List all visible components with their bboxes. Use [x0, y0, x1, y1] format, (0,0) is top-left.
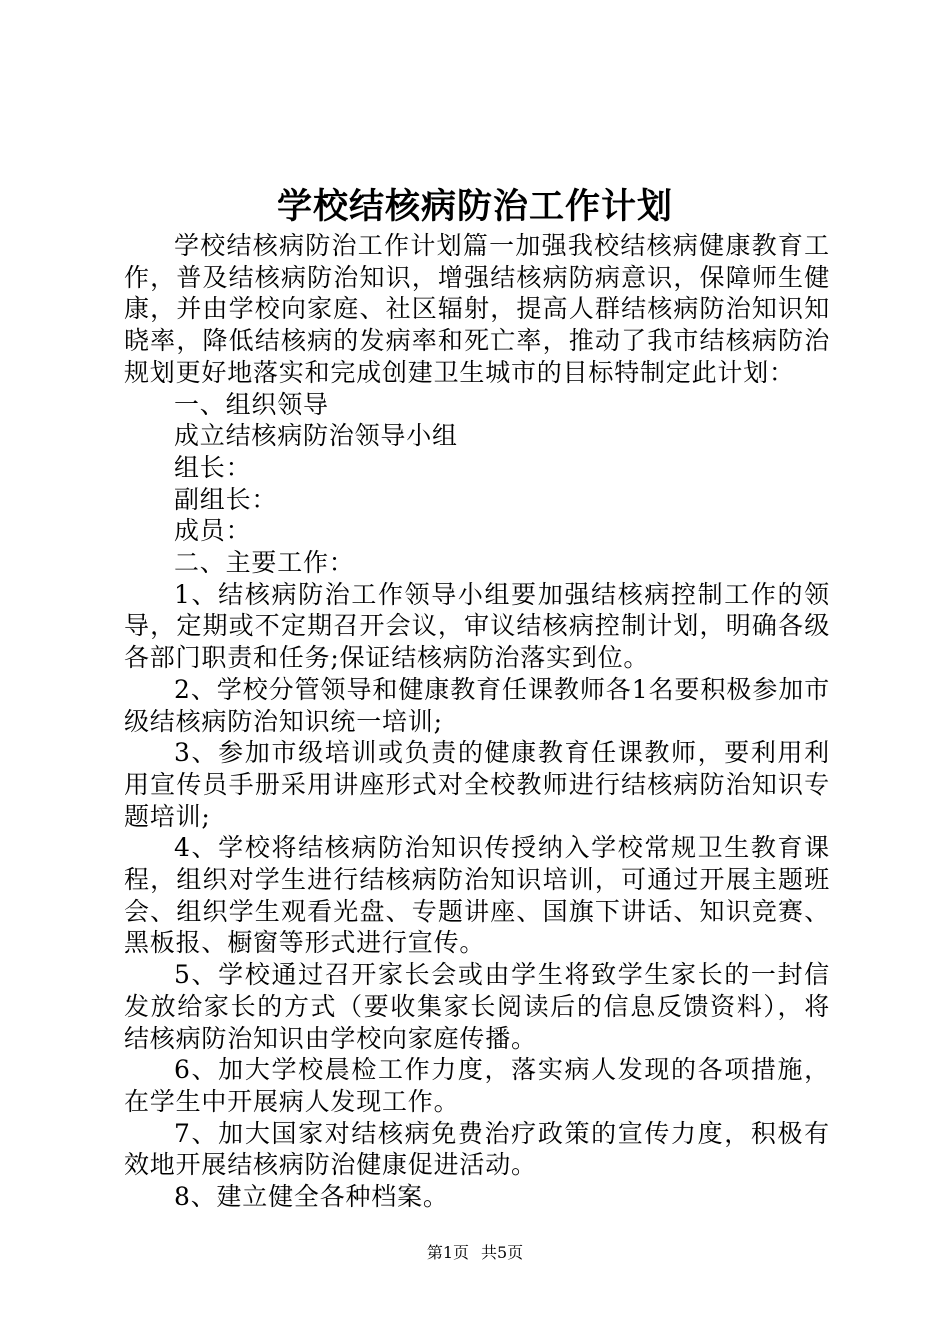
work-item-8: 8、建立健全各种档案。	[174, 1182, 449, 1212]
work-item-3: 3、参加市级培训或负责的健康教育任课教师，要利用利用宣传员手册采用讲座形式对全校教师进行结核病防治知识专题培训;	[124, 738, 830, 831]
section-heading-main-work: 二、主要工作：	[174, 548, 355, 578]
work-item-2: 2、学校分管领导和健康教育任课教师各1名要积极参加市级结核病防治知识统一培训;	[124, 674, 830, 736]
paragraph-group-leader: 组长：	[174, 452, 252, 482]
paragraph-leading-group: 成立结核病防治领导小组	[174, 421, 458, 451]
work-item-6: 6、加大学校晨检工作力度，落实病人发现的各项措施，在学生中开展病人发现工作。	[124, 1055, 830, 1116]
paragraph-members: 成员：	[174, 516, 252, 546]
work-item-5: 5、学校通过召开家长会或由学生将致学生家长的一封信发放给家长的方式（要收集家长阅读后的信息反馈资料），将结核病防治知识由学校向家庭传播。	[124, 960, 830, 1053]
work-item-4: 4、学校将结核病防治知识传授纳入学校常规卫生教育课程，组织对学生进行结核病防治知识培训，可通过开展主题班会、组织学生观看光盘、专题讲座、国旗下讲话、知识竞赛、黑板报、橱窗等形式进行宣传。	[124, 833, 830, 958]
page-footer	[0, 1242, 950, 1264]
page-number: 第1页	[426, 1243, 469, 1262]
work-item-7: 7、加大国家对结核病免费治疗政策的宣传力度，积极有效地开展结核病防治健康促进活动。	[124, 1118, 830, 1180]
work-item-1: 1、结核病防治工作领导小组要加强结核病控制工作的领导，定期或不定期召开会议，审议结核病控制计划，明确各级各部门职责和任务;保证结核病防治落实到位。	[124, 579, 830, 673]
paragraph-deputy-leader: 副组长：	[174, 484, 278, 514]
intro-paragraph: 学校结核病防治工作计划篇一加强我校结核病健康教育工作，普及结核病防治知识，增强结核病防病意识，保障师生健康，并由学校向家庭、社区辐射，提高人群结核病防治知识知晓率，降低结核病的发病率和死亡率，推动了我市结核病防治规划更好地落实和完成创建卫生城市的目标特制定此计划：	[124, 231, 830, 387]
page-total: 共5页	[481, 1243, 524, 1262]
document-title: 学校结核病防治工作计划	[276, 186, 673, 227]
document-body	[124, 230, 830, 1213]
section-heading-organization: 一、组织领导	[174, 389, 329, 419]
